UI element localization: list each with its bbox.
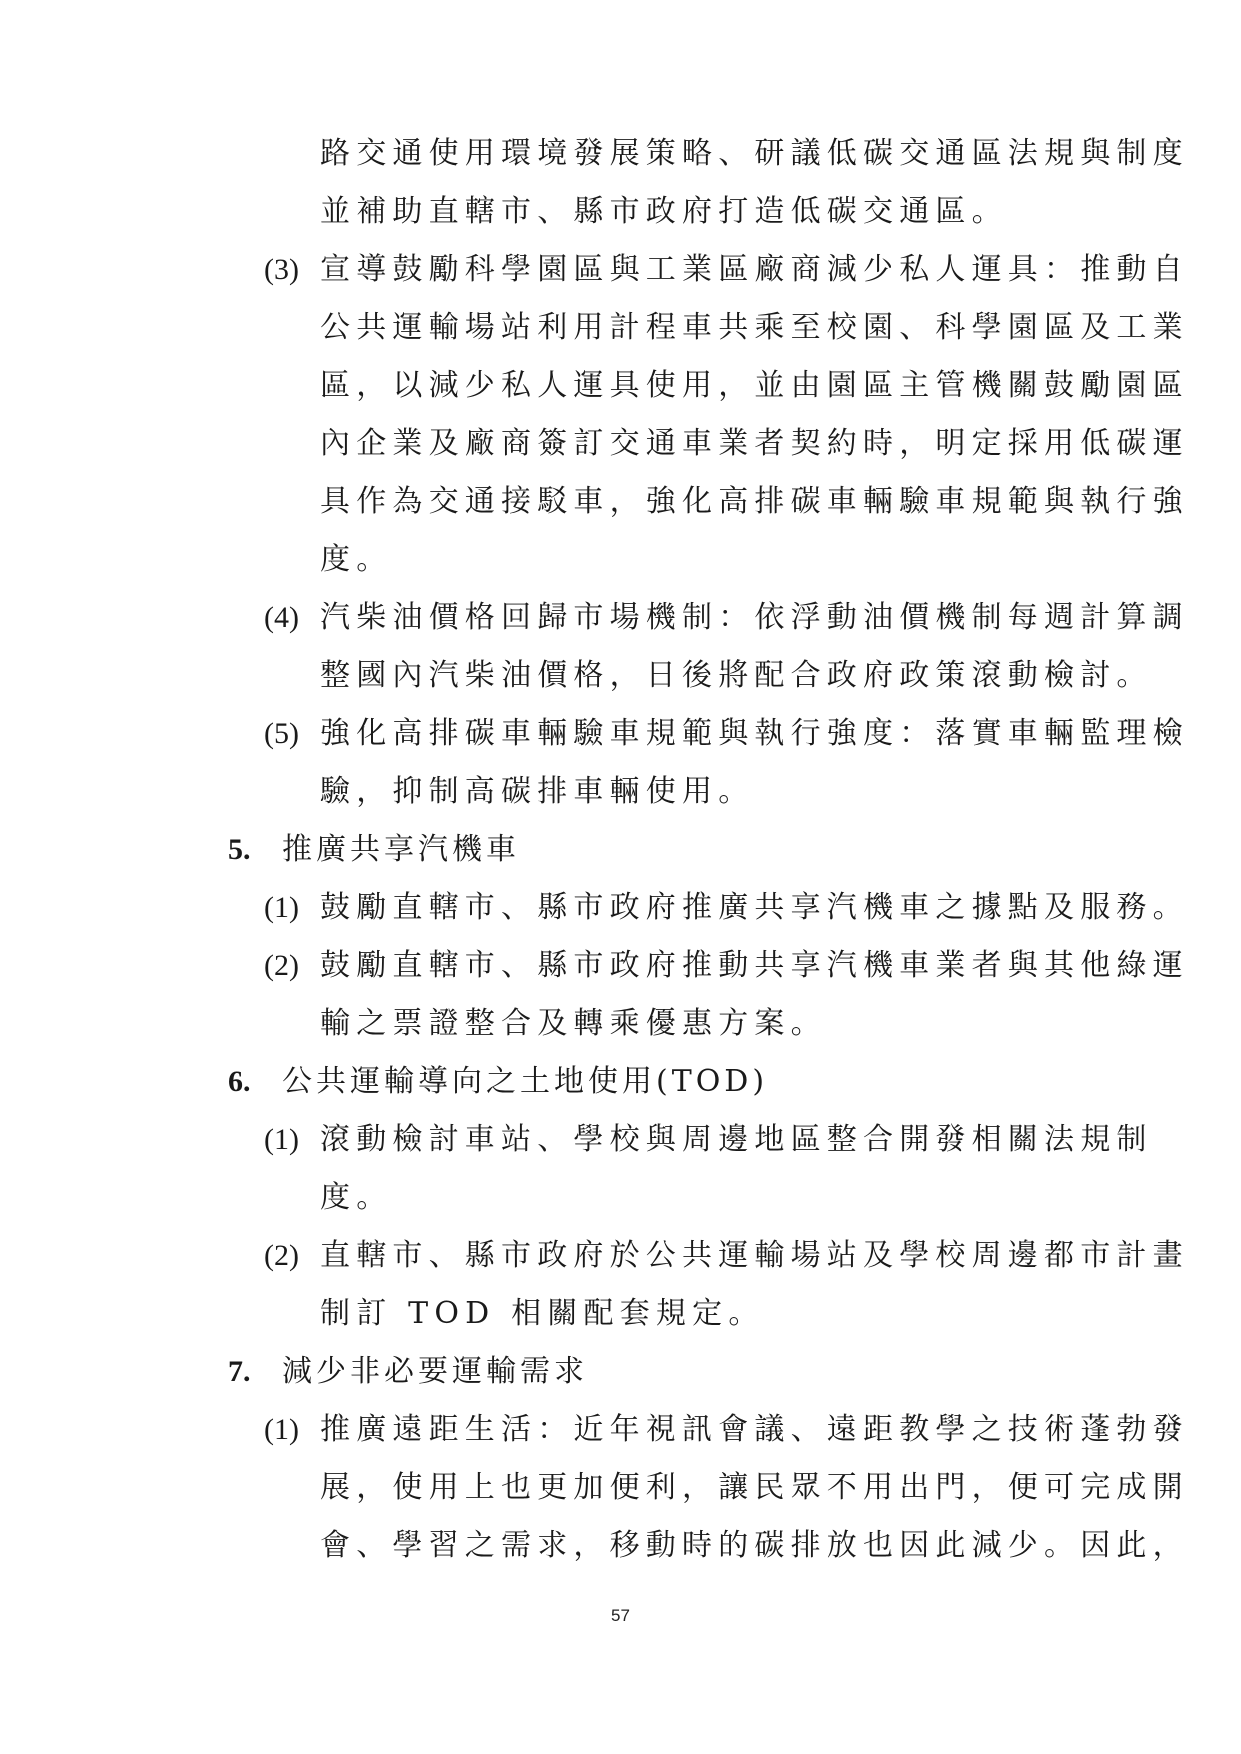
item-number: (1)	[264, 891, 299, 924]
paragraph-line: 整國內汽柴油價格，日後將配合政府政策滾動檢討。	[320, 658, 1153, 693]
paragraph-line: 滾動檢討車站、學校與周邊地區整合開發相關法規制	[320, 1122, 1153, 1157]
paragraph-line: 路交通使用環境發展策略、研議低碳交通區法規與制度	[320, 136, 1189, 171]
section-heading: 推廣共享汽機車	[282, 832, 520, 867]
section-heading: 減少非必要運輸需求	[282, 1354, 588, 1389]
paragraph-line: 宣導鼓勵科學園區與工業區廠商減少私人運具：推動自	[320, 252, 1189, 287]
paragraph-line: 鼓勵直轄市、縣市政府推動共享汽機車業者與其他綠運	[320, 948, 1189, 983]
paragraph-line: 公共運輸場站利用計程車共乘至校園、科學園區及工業	[320, 310, 1189, 345]
paragraph-line: 輸之票證整合及轉乘優惠方案。	[320, 1006, 827, 1041]
section-number: 6.	[228, 1065, 251, 1098]
paragraph-line: 驗，抑制高碳排車輛使用。	[320, 774, 755, 809]
item-number: (4)	[264, 601, 299, 634]
item-number: (2)	[264, 1239, 299, 1272]
item-number: (2)	[264, 949, 299, 982]
item-number: (1)	[264, 1123, 299, 1156]
paragraph-line: 並補助直轄市、縣市政府打造低碳交通區。	[320, 194, 1008, 229]
page-number: 57	[611, 1606, 630, 1625]
paragraph-line: 具作為交通接駁車，強化高排碳車輛驗車規範與執行強	[320, 484, 1189, 519]
paragraph-line: 會、學習之需求，移動時的碳排放也因此減少。因此，	[320, 1528, 1189, 1563]
paragraph-line: 推廣遠距生活：近年視訊會議、遠距教學之技術蓬勃發	[320, 1412, 1189, 1447]
section-heading: 公共運輸導向之土地使用(TOD)	[282, 1064, 769, 1099]
item-number: (1)	[264, 1413, 299, 1446]
section-number: 5.	[228, 833, 251, 866]
paragraph-line: 直轄市、縣市政府於公共運輸場站及學校周邊都市計畫	[320, 1238, 1189, 1273]
paragraph-line: 內企業及廠商簽訂交通車業者契約時，明定採用低碳運	[320, 426, 1189, 461]
item-number: (5)	[264, 717, 299, 750]
section-number: 7.	[228, 1355, 251, 1388]
paragraph-line: 汽柴油價格回歸市場機制：依浮動油價機制每週計算調	[320, 600, 1189, 635]
item-number: (3)	[264, 253, 299, 286]
paragraph-line: 強化高排碳車輛驗車規範與執行強度：落實車輛監理檢	[320, 716, 1189, 751]
paragraph-line: 區，以減少私人運具使用，並由園區主管機關鼓勵園區	[320, 368, 1189, 403]
paragraph-line: 鼓勵直轄市、縣市政府推廣共享汽機車之據點及服務。	[320, 890, 1189, 925]
paragraph-line: 制訂 TOD 相關配套規定。	[320, 1296, 765, 1331]
paragraph-line: 度。	[320, 1180, 393, 1215]
paragraph-line: 度。	[320, 542, 393, 577]
paragraph-line: 展，使用上也更加便利，讓民眾不用出門，便可完成開	[320, 1470, 1189, 1505]
